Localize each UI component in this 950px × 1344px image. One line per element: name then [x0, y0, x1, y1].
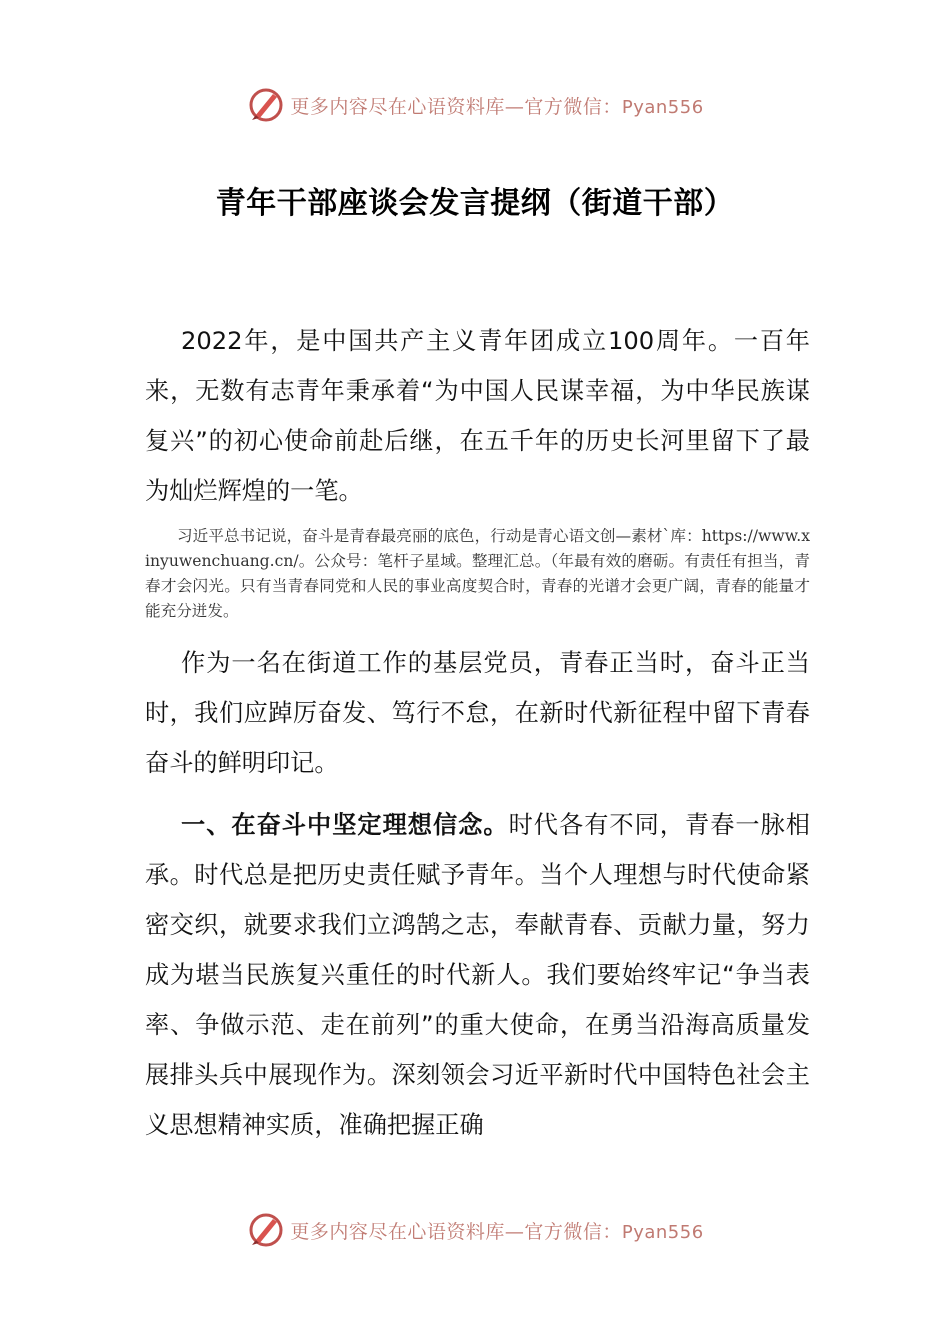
paragraph-quote: 习近平总书记说，奋斗是青春最亮丽的底色，行动是青心语文创—素材`库：https://www.xinyuwenchuang.cn/。公众号：笔杆子星域。整理汇总。（年最有效的磨砺。有责任有担当，青春才会闪光。只有当青春同党和人民的事业高度契合时，青春的光谱才会更广阔，青春的能量才能充分迸发。 — [145, 527, 810, 620]
wechat-id: Pyan556 — [621, 1221, 704, 1243]
pen-circle-logo-icon — [246, 85, 286, 125]
wechat-id: Pyan556 — [621, 96, 704, 118]
pen-circle-logo-icon — [246, 1210, 286, 1250]
document-title: 青年干部座谈会发言提纲（街道干部） — [215, 186, 735, 221]
section-one-body: 时代各有不同，青春一脉相承。时代总是把历史责任赋予青年。当个人理想与时代使命紧密交织，就要求我们立鸿鹄之志，奉献青春、贡献力量，努力成为堪当民族复兴重任的时代新人。我们要始终牢记“争当表率、争做示范、走在前列”的重大使命，在勇当沿海高质量发展排头兵中展现作为。深刻领会习近平新时代中国特色社会主义思想精神实质，准确把握正确 — [145, 811, 810, 1139]
paragraph-intro: 2022年，是中国共产主义青年团成立100周年。一百年来，无数有志青年秉承着“为中国人民谋幸福，为中华民族谋复兴”的初心使命前赴后继，在五千年的历史长河里留下了最为灿烂辉煌的一笔。 — [145, 327, 810, 505]
banner-text: 更多内容尽在心语资料库—官方微信：Pyan556 — [290, 1220, 704, 1243]
section-one-heading: 一、在奋斗中坚定理想信念。 — [181, 811, 509, 839]
footer-watermark-banner — [0, 1208, 950, 1252]
banner-text: 更多内容尽在心语资料库—官方微信：Pyan556 — [290, 95, 704, 118]
paragraph-role: 作为一名在街道工作的基层党员，青春正当时，奋斗正当时，我们应踔厉奋发、笃行不怠，在新时代新征程中留下青春奋斗的鲜明印记。 — [145, 649, 810, 777]
header-watermark-banner — [0, 83, 950, 127]
paragraph-section-one — [145, 800, 810, 1150]
